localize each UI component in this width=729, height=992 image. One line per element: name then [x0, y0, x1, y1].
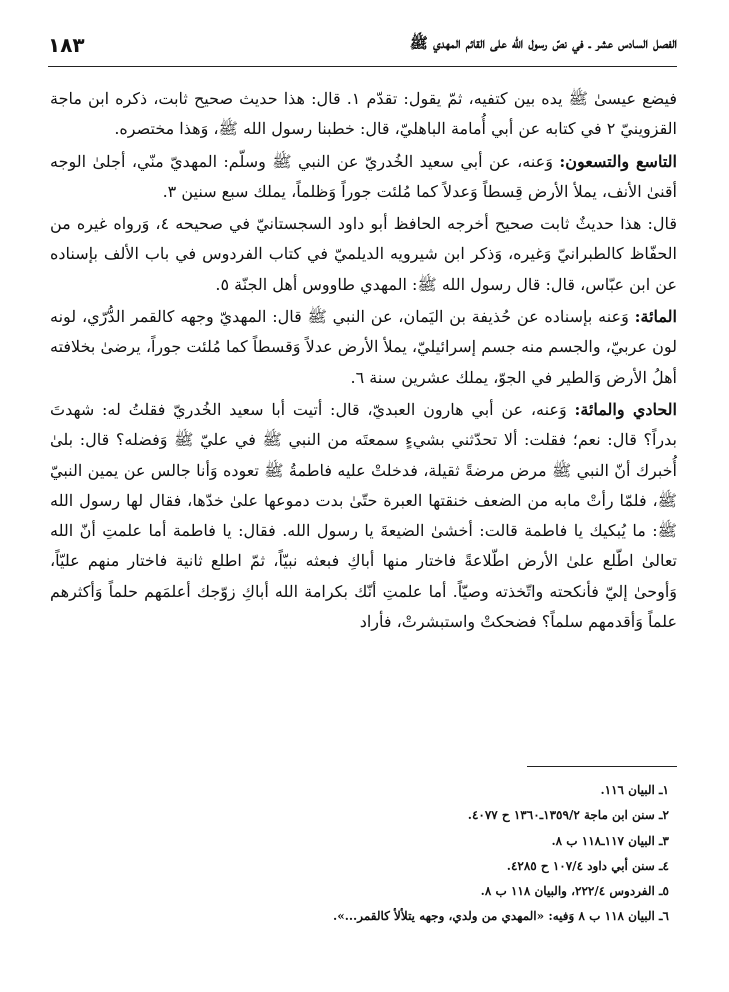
- footnote: ٣ـ البيان ١١٧ـ١١٨ ب ٨.: [551, 833, 669, 848]
- paragraph-lead: الحادي والمائة:: [574, 399, 677, 419]
- paragraph: [50, 209, 677, 300]
- footnote: ٦ـ البيان ١١٨ ب ٨ وَفيه: «المهدي من ولدي، وجهه يتلألأ كالقمر...».: [333, 909, 669, 924]
- paragraph: [50, 302, 677, 393]
- paragraph: [50, 395, 677, 637]
- footnote: ٥ـ الفردوس ٢٢٢/٤، والبيان ١١٨ ب ٨.: [480, 884, 669, 899]
- footnote: ٤ـ سنن أبي داود ١٠٧/٤ ح ٤٢٨٥.: [506, 858, 669, 873]
- paragraph-text: وَعنه بإسناده عن حُذيفة بن اليَمان، عن النبي ﷺ قال: المهديّ وجهه كالقمر الدُّرّي، لونه لون عربيّ، والجسم منه جسم إسرائيليّ، يملأ الأرض عدلاً وَقسطاً كما مُلئت جوراً، يرضىٰ بخلافته أهلُ الأرض وَالطير في الجوّ، يملك عشرين سنة ٦.: [50, 307, 677, 387]
- page-number: ١٨٣: [48, 33, 85, 57]
- paragraph-text: قال: هذا حديثٌ ثابت صحيح أخرجه الحافظ أبو داود السجستانيّ في صحيحه ٤، وَرواه غيره من الحفّاظ كالطبرانيّ وَغيره، وَذكر ابن شيرويه الديلميّ في كتاب الفردوس في باب الألف بإسناده عن ابن عبّاس، قال: قال رسول الله ﷺ: المهدي طاووس أهل الجنّة ٥.: [50, 214, 678, 294]
- paragraph-text: فيضع عيسىٰ ﷺ يده بين كتفيه، ثمّ يقول: تقدّم ١. قال: هذا حديث صحيح ثابت، ذكره ابن ماجة القزوينيّ ٢ في كتابه عن أبي أُمامة الباهليّ، قال: خطبنا رسول الله ﷺ، وَهذا مختصره.: [50, 89, 678, 139]
- paragraph-lead: التاسع والتسعون:: [559, 151, 677, 171]
- footnotes: [50, 778, 669, 930]
- paragraph-lead: المائة:: [634, 307, 677, 327]
- footnote: ٢ـ سنن ابن ماجة ١٣٥٩/٢ـ١٣٦٠ ح ٤٠٧٧.: [467, 808, 669, 823]
- main-text: [50, 84, 677, 637]
- footnote: ١ـ البيان ١١٦.: [600, 783, 669, 797]
- paragraph-text: وَعنه، عن أبي سعيد الخُدريّ عن النبي ﷺ وسلّم: المهديّ منّي، أجلىٰ الوجه أقنىٰ الأنف، يملأ الأرض قِسطاً وَعدلاً كما مُلئت جوراً وَظلماً، يملك سبع سنين ٣.: [50, 151, 677, 201]
- paragraph: [50, 147, 677, 208]
- paragraph: [50, 84, 677, 145]
- paragraph-text: وَعنه، عن أبي هارون العبديّ، قال: أتيت أبا سعيد الخُدريّ فقلتُ له: شهدتَ بدراً؟ قال: نعم؛ فقلت: ألا تحدّثني بشيءٍ سمعتَه من النبي ﷺ في عليّ ﷺ وَفضله؟ قال: بلىٰ أُخبرك أنّ النبي ﷺ مرض مرضةً ثقيلة، فدخلتْ عليه فاطمةُ ﷺ تعوده وَأنا جالس عن يمين النبيّ ﷺ، فلمّا رأتْ مابه من الضعف خنقتها العبرة حتّىٰ بدت دموعها علىٰ خدّها، فقال لها رسول الله ﷺ: ما يُبكيك يا فاطمة قالت: أخشىٰ الضيعةَ يا رسول الله. فقال: يا فاطمة أما علمتِ أنّ الله تعالىٰ اطّلع علىٰ الأرض اطّلاعةً فاختار منها أباكِ فبعثه نبيّاً، ثمّ اطلع ثانية فاختار منهم عليّاً، وَأوحىٰ إليّ فأنكحته واتّخذته وصيّاً. أما علمتِ أنّك بكرامة الله أباكِ زوّجك أعلمَهم حلماً وَأكثرهم علماً وَأقدمهم سلماً؟ فضحكتْ واستبشرتْ، فأراد: [50, 399, 677, 632]
- chapter-title: الفصل السادس عشر ـ في نصّ رسول الله على القائم المهدي ﷺ: [409, 34, 677, 52]
- footnote-divider: [527, 766, 677, 767]
- running-header: [48, 30, 677, 67]
